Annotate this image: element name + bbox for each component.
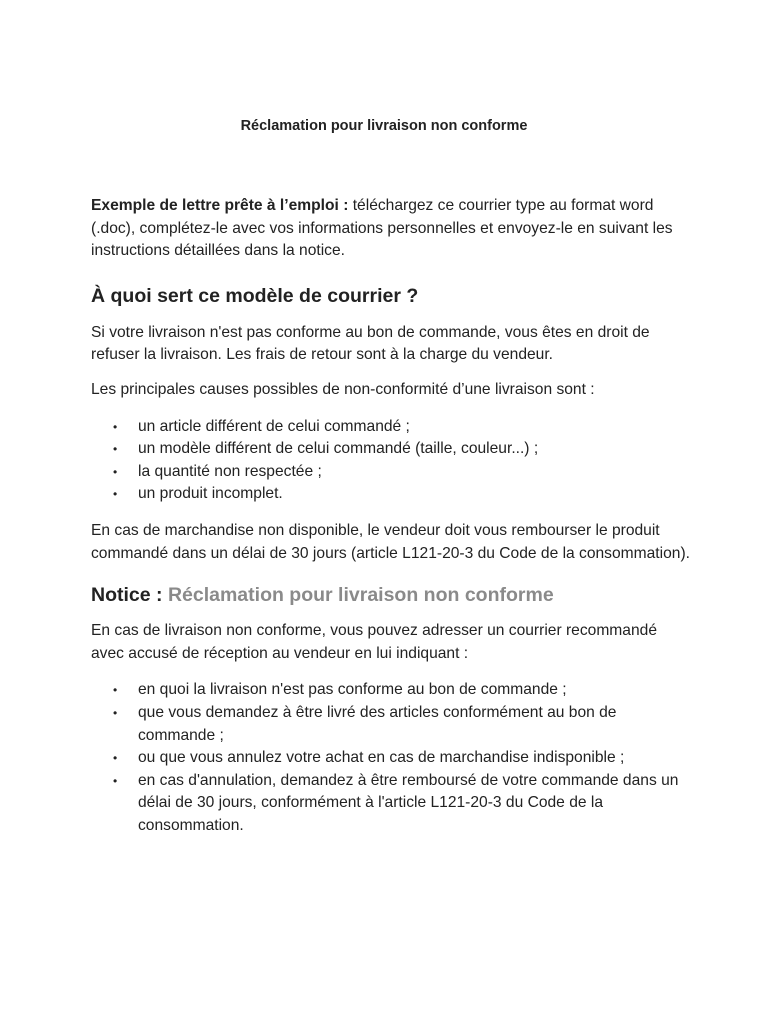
paragraph-refund: En cas de marchandise non disponible, le vendeur doit vous rembourser le produit commandé dans un délai de 30 jours (article L121-20-3 du Code de la consommation).	[91, 521, 690, 562]
document-title: Réclamation pour livraison non conforme	[240, 118, 528, 134]
list-item: • en cas d'annulation, demandez à être remboursé de votre commande dans un délai de 30 jours, conformément à l'article L121-20-3 du Code de la consommation.	[91, 770, 691, 838]
notice-label: Notice :	[91, 584, 168, 607]
paragraph-notice-intro: En cas de livraison non conforme, vous pouvez adresser un courrier recommandé avec accusé de réception au vendeur en lui indiquant :	[91, 622, 657, 662]
paragraph-refusal: Si votre livraison n'est pas conforme au bon de commande, vous êtes en droit de refuser la livraison. Les frais de retour sont à la charge du vendeur.	[91, 323, 650, 364]
notice-subtitle: Réclamation pour livraison non conforme	[167, 584, 554, 607]
document-body	[91, 195, 691, 837]
section-heading-notice	[91, 582, 691, 608]
list-item: • un modèle différent de celui commandé (taille, couleur...) ;	[91, 438, 691, 461]
intro-paragraph	[91, 195, 691, 263]
list-item: • la quantité non respectée ;	[91, 461, 691, 484]
list-item: • un article différent de celui commandé ;	[91, 416, 691, 439]
notice-list	[91, 679, 691, 837]
list-item: • ou que vous annulez votre achat en cas de marchandise indisponible ;	[91, 747, 691, 770]
paragraph-causes-intro: Les principales causes possibles de non-conformité d’une livraison sont :	[91, 380, 595, 398]
intro-text: téléchargez ce courrier type au format word (.doc), complétez-le avec vos informations personnelles et envoyez-le en suivant les instructions détaillées dans la notice.	[91, 197, 673, 260]
intro-bold-label: Exemple de lettre prête à l’emploi :	[91, 197, 349, 214]
section-heading-purpose: À quoi sert ce modèle de courrier ?	[91, 284, 419, 307]
list-item: • que vous demandez à être livré des articles conformément au bon de commande ;	[91, 702, 691, 747]
list-item: • un produit incomplet.	[91, 483, 691, 506]
causes-list	[91, 416, 691, 506]
list-item: • en quoi la livraison n'est pas conforme au bon de commande ;	[91, 679, 691, 702]
